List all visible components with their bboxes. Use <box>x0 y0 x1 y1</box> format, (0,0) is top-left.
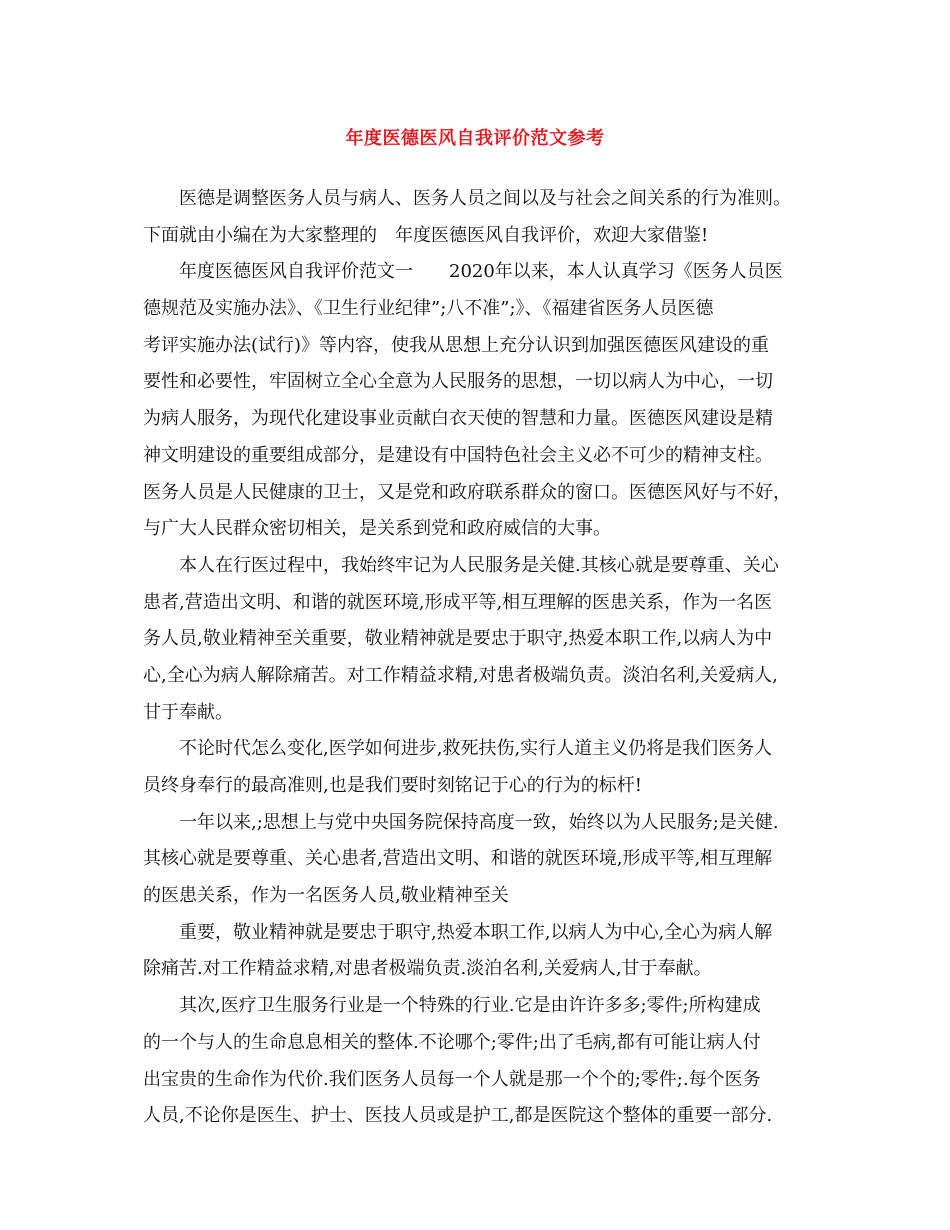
body-line: 下面就由小编在为大家整理的 年度医德医风自我评价，欢迎大家借鉴! <box>143 224 709 246</box>
body-line: 重要，敬业精神就是要忠于职守,热爱本职工作,以病人为中心,全心为病人解 <box>179 921 773 943</box>
body-line: 患者,营造出文明、和谐的就医环境,形成平等,相互理解的医患关系，作为一名医 <box>143 591 773 613</box>
body-line: 为病人服务，为现代化建设事业贡献白衣天使的智慧和力量。医德医风建设是精 <box>143 408 773 430</box>
body-line: 务人员,敬业精神至关重要，敬业精神就是要忠于职守,热爱本职工作,以病人为中 <box>143 628 773 650</box>
body-line: 神文明建设的重要组成部分，是建设有中国特色社会主义必不可少的精神支柱。 <box>143 444 773 466</box>
body-line: 医务人员是人民健康的卫士，又是党和政府联系群众的窗口。医德医风好与不好， <box>143 481 791 503</box>
document-body <box>143 181 811 1135</box>
body-line: 员终身奉行的最高准则,也是我们要时刻铭记于心的行为的标杆! <box>143 775 642 796</box>
body-line: 不论时代怎么变化,医学如何进步,救死扶伤,实行人道主义仍将是我们医务人 <box>179 738 773 760</box>
body-line: 甘于奉献。 <box>143 701 233 723</box>
body-line: 其核心就是要尊重、关心患者,营造出文明、和谐的就医环境,形成平等,相互理解 <box>143 848 773 870</box>
body-line: 一年以来,;思想上与党中央国务院保持高度一致，始终以为人民服务;是关健. <box>179 811 779 833</box>
body-line: 本人在行医过程中，我始终牢记为人民服务是关健.其核心就是要尊重、关心 <box>179 554 779 576</box>
body-line: 年度医德医风自我评价范文一 2020年以来，本人认真学习《医务人员医 <box>179 261 783 283</box>
body-line: 的一个与人的生命息息相关的整体.不论哪个;零件;出了毛病,都有可能让病人付 <box>143 1031 761 1053</box>
body-line: 其次,医疗卫生服务行业是一个特殊的行业.它是由许许多多;零件;所构建成 <box>179 995 761 1017</box>
body-line: 医德是调整医务人员与病人、医务人员之间以及与社会之间关系的行为准则。 <box>179 188 791 209</box>
body-line: 人员,不论你是医生、护士、医技人员或是护工,都是医院这个整体的重要一部分. <box>143 1105 773 1127</box>
body-line: 出宝贵的生命作为代价.我们医务人员每一个人就是那一个个的;零件;.每个医务 <box>143 1068 761 1090</box>
body-line: 除痛苦.对工作精益求精,对患者极端负责.淡泊名利,关爱病人,甘于奉献。 <box>143 958 712 980</box>
body-line: 心,全心为病人解除痛苦。对工作精益求精,对患者极端负责。淡泊名利,关爱病人, <box>143 664 778 686</box>
body-line: 考评实施办法(试行)》等内容，使我从思想上充分认识到加强医德医风建设的重 <box>143 334 770 356</box>
document-title: 年度医德医风自我评价范文参考 <box>345 128 605 149</box>
body-line: 德规范及实施办法》、《卫生行业纪律”;八不准”;》、《福建省医务人员医德 <box>143 298 714 320</box>
body-line: 与广大人民群众密切相关，是关系到党和政府威信的大事。 <box>143 518 611 540</box>
body-line: 要性和必要性，牢固树立全心全意为人民服务的思想，一切以病人为中心，一切 <box>143 371 773 393</box>
body-line: 的医患关系，作为一名医务人员,敬业精神至关 <box>143 885 509 907</box>
